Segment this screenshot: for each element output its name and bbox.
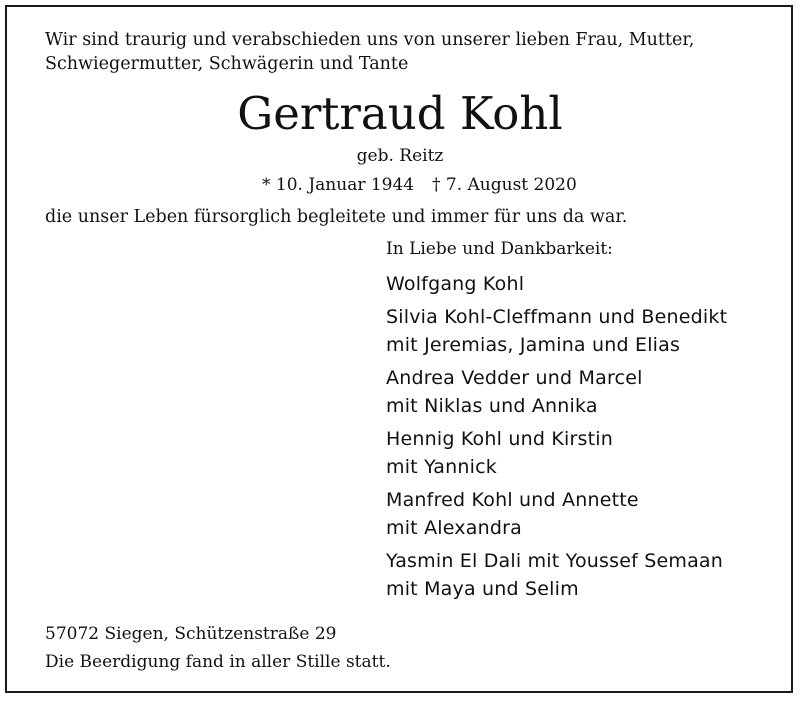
family-line: mit Jeremias, Jamina und Elias: [386, 334, 681, 356]
birth-date: * 10. Januar 1944: [262, 175, 415, 195]
family-line: Wolfgang Kohl: [386, 273, 525, 295]
intro-text: [45, 28, 745, 76]
family-line: Andrea Vedder und Marcel: [386, 367, 643, 389]
family-group: [386, 364, 727, 420]
family-group: [386, 547, 727, 603]
birth-name: geb. Reitz: [356, 146, 444, 166]
tagline: die unser Leben fürsorglich begleitete und immer für uns da war.: [45, 207, 628, 227]
family-line: mit Alexandra: [386, 517, 522, 539]
deceased-name: Gertraud Kohl: [237, 87, 563, 140]
address: 57072 Siegen, Schützenstraße 29: [45, 624, 337, 644]
family-line: Manfred Kohl und Annette: [386, 489, 639, 511]
family-group: [386, 486, 727, 542]
family-group: [386, 303, 727, 359]
mourners-list: [386, 238, 727, 608]
mourners-heading: In Liebe und Dankbarkeit:: [386, 239, 613, 259]
family-line: Hennig Kohl und Kirstin: [386, 428, 613, 450]
family-group: [386, 270, 727, 298]
intro-line: Wir sind traurig und verabschieden uns von unserer lieben Frau, Mutter,: [45, 30, 695, 50]
funeral-note: Die Beerdigung fand in aller Stille statt.: [45, 652, 391, 672]
death-date: † 7. August 2020: [432, 175, 577, 195]
family-line: mit Niklas und Annika: [386, 395, 598, 417]
intro-line: Schwiegermutter, Schwägerin und Tante: [45, 54, 409, 74]
family-line: Yasmin El Dali mit Youssef Semaan: [386, 550, 724, 572]
family-line: mit Yannick: [386, 456, 497, 478]
family-line: mit Maya und Selim: [386, 578, 579, 600]
family-line: Silvia Kohl-Cleffmann und Benedikt: [386, 306, 728, 328]
family-group: [386, 425, 727, 481]
